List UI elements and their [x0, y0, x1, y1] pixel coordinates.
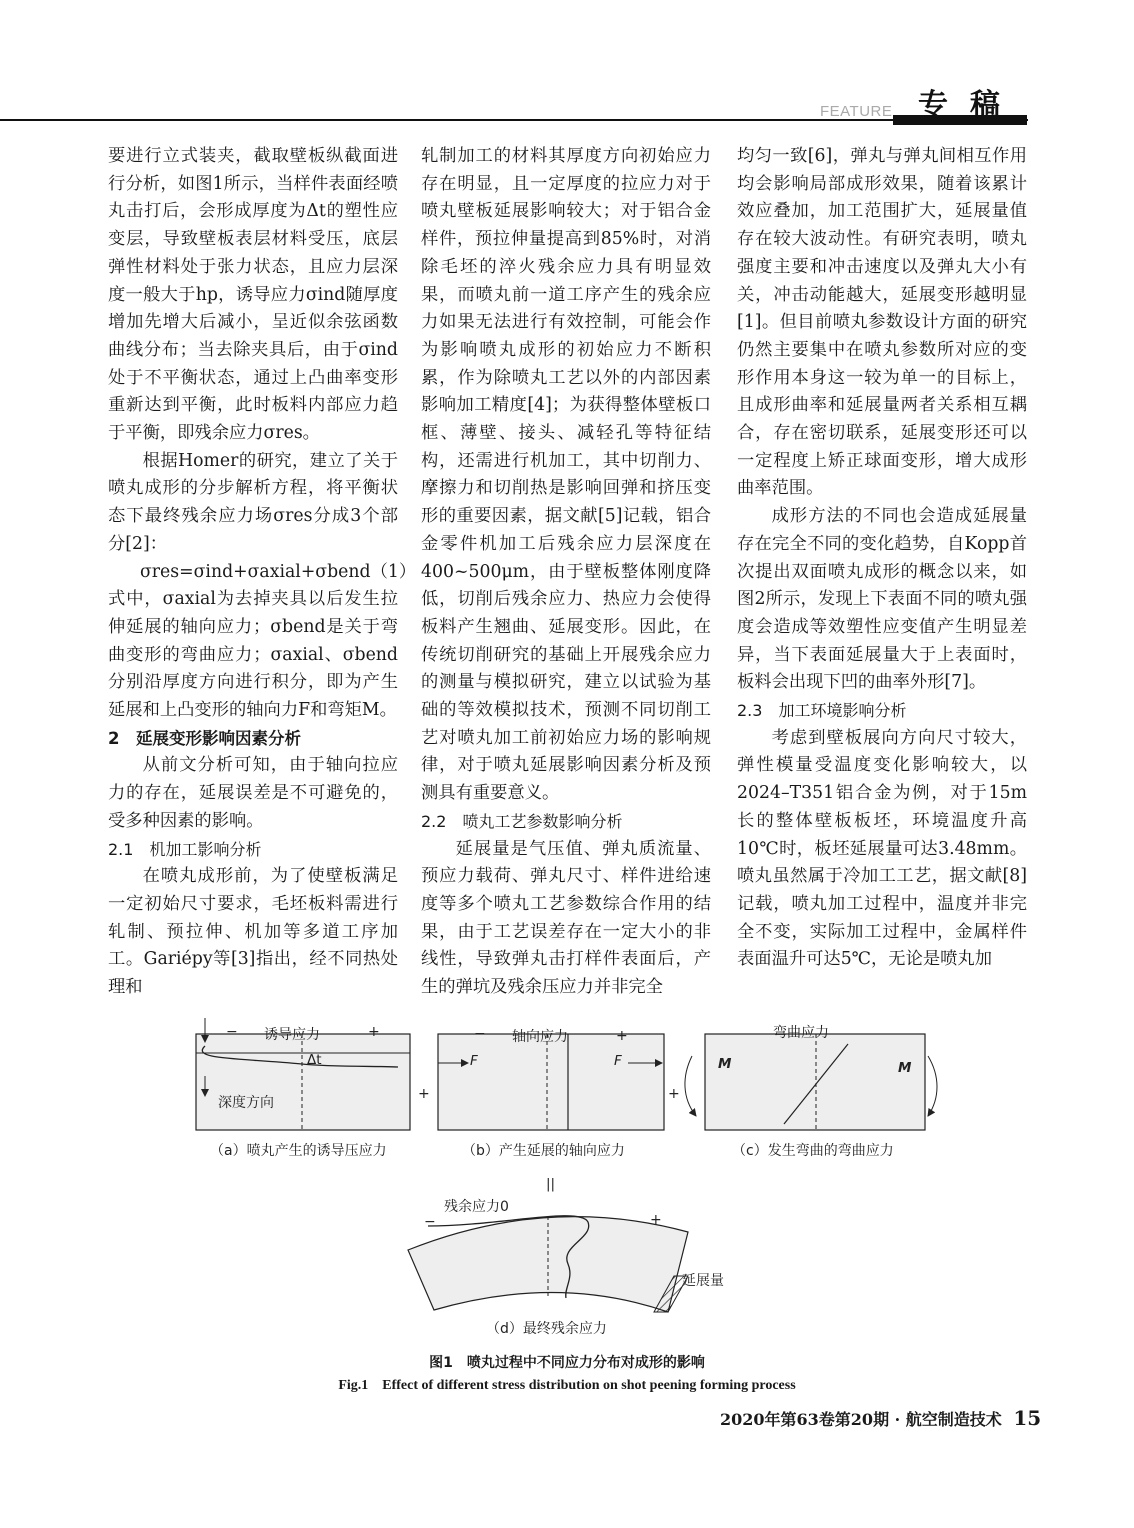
panel-a-title: 诱导应力 — [264, 1027, 320, 1043]
equation-1 — [108, 559, 417, 587]
header-title: 专稿 — [918, 88, 1022, 123]
col2-paragraph-1: 轧制加工的材料其厚度方向初始应力存在明显，且一定厚度的拉应力对于喷丸壁板延展影响较大；对于铝合金样件，预拉伸量提高到85%时，对消除毛坯的淬火残余应力具有明显效果，而喷丸前一道工序产生的残余应力如果无法进行有效控制，可能会作为影响喷丸成形的初始应力不断积累，作为除喷丸工艺以外的内部因素影响加工精度[4]；为获得整体壁板口框、薄壁、接头、减轻孔等特征结构，还需进行机加工，其中切削力、摩擦力和切削热是影响回弹和挤压变形的重要因素，据文献[5]记载，铝合金零件机加工后残余应力层深度在400~500μm，由于壁板整体刚度降低，切削后残余应力、热应力会使得板料产生翘曲、延展变形。因此，在传统切削研究的基础上开展残余应力的测量与模拟研究，建立以试验为基础的等效模拟技术，预测不同切削工艺对喷丸加工前初始应力场的影响规律，对于喷丸延展影响因素分析及预测具有重要意义。 — [421, 146, 711, 804]
journal-info: 2020年第63卷第20期 · 航空制造技术 — [720, 1410, 1002, 1429]
figure-caption-cn: 图1 喷丸过程中不同应力分布对成形的影响 — [429, 1355, 705, 1371]
equation-text: σres=σind+σaxial+σbend — [140, 561, 371, 582]
col1-paragraph-2: 根据Homer的研究，建立了关于喷丸成形的分步解析方程，将平衡状态下最终残余应力场σres分成3个部分[2]： — [108, 450, 398, 554]
panel-b-title: 轴向应力 — [512, 1029, 568, 1045]
panel-c-box — [705, 1034, 925, 1130]
panel-b-minus: − — [474, 1026, 486, 1042]
column-1 — [108, 143, 417, 1002]
panel-a-depth-label: 深度方向 — [218, 1095, 274, 1111]
panel-c-caption: （c）发生弯曲的弯曲应力 — [732, 1143, 894, 1159]
subsection-heading-2-1: 2.1 机加工影响分析 — [108, 839, 262, 859]
panel-a-caption: （a）喷丸产生的诱导压应力 — [210, 1143, 387, 1159]
page-number: 15 — [1013, 1406, 1042, 1430]
col2-paragraph-2: 延展量是气压值、弹丸质流量、预应力载荷、弹丸尺寸、样件进给速度等多个喷丸工艺参数综合作用的结果，由于工艺误差存在一定大小的非线性，导致弹丸击打样件表面后，产生的弹坑及残余压应力并非完全 — [421, 838, 711, 998]
header-feature: FEATURE — [820, 103, 893, 120]
moment-arrow-left — [685, 1056, 696, 1116]
col1-paragraph-3: 式中，σaxial为去掉夹具以后发生拉伸延展的轴向应力；σbend是关于弯曲变形的弯曲应力；σaxial、σbend分别沿厚度方向进行积分，即为产生延展和上凸变形的轴向力F和弯矩M。 — [108, 589, 398, 721]
panel-d-title: 残余应力0 — [444, 1199, 509, 1215]
panel-c-moment-left: M — [718, 1056, 732, 1072]
panel-b-caption: （b）产生延展的轴向应力 — [462, 1143, 625, 1159]
panel-c-moment-right: M — [898, 1060, 912, 1076]
section-heading-2: 2 延展变形影响因素分析 — [108, 728, 301, 748]
panel-b-force-right: F — [614, 1053, 622, 1069]
col1-paragraph-1: 要进行立式装夹，截取壁板纵截面进行分析，如图1所示，当样件表面经喷丸击打后，会形成厚度为Δt的塑性应变层，导致壁板表层材料受压，底层弹性材料处于张力状态，且应力层深度一般大于hp，诱导应力σind随厚度增加先增大后减小，呈近似余弦函数曲线分布；当去除夹具后，由于σind处于不平衡状态，通过上凸曲率变形重新达到平衡，此时板料内部应力趋于平衡，即残余应力σres。 — [108, 146, 398, 444]
panel-d-plus: + — [650, 1212, 662, 1228]
col1-paragraph-5: 在喷丸成形前，为了使壁板满足一定初始尺寸要求，毛坯板料需进行轧制、预拉伸、机加等多道工序加工。Gariépy等[3]指出，经不同热处理和 — [108, 866, 398, 998]
panel-d-minus: − — [424, 1214, 436, 1230]
subsection-heading-2-2: 2.2 喷丸工艺参数影响分析 — [421, 811, 623, 831]
panel-d-extension-label: 延展量 — [682, 1273, 724, 1289]
col3-paragraph-1: 均匀一致[6]，弹丸与弹丸间相互作用均会影响局部成形效果，随着该累计效应叠加，加工范围扩大，延展量值存在较大波动性。有研究表明，喷丸强度主要和冲击速度以及弹丸大小有关，冲击动能越大，延展变形越明显[1]。但目前喷丸参数设计方面的研究仍然主要集中在喷丸参数所对应的变形作用本身这一较为单一的目标上，且成形曲率和延展量两者关系相互耦合，存在密切联系，延展变形还可以一定程度上矫正球面变形，增大成形曲率范围。 — [737, 146, 1027, 499]
equation-number: （1） — [370, 561, 417, 582]
column-2 — [421, 143, 711, 1002]
col3-paragraph-2: 成形方法的不同也会造成延展量存在完全不同的变化趋势，自Kopp首次提出双面喷丸成形的概念以来，如图2所示，发现上下表面不同的喷丸强度会造成等效塑性应变值产生明显差异，当下表面延展量大于上表面时，板料会出现下凹的曲率外形[7]。 — [737, 506, 1027, 693]
moment-arrow-right — [928, 1056, 937, 1116]
figure-1 — [180, 1016, 960, 1376]
plus-sign-1: + — [418, 1086, 430, 1102]
panel-c-title: 弯曲应力 — [773, 1025, 829, 1041]
panel-b-force-left: F — [470, 1053, 478, 1069]
col1-paragraph-4: 从前文分析可知，由于轴向拉应力的存在，延展误差是不可避免的，受多种因素的影响。 — [108, 755, 398, 831]
figure-caption-en: Fig.1 Effect of different stress distribution on shot peening forming process — [338, 1378, 796, 1393]
plus-sign-2: + — [668, 1086, 680, 1102]
subsection-heading-2-3: 2.3 加工环境影响分析 — [737, 701, 907, 721]
panel-b-box — [438, 1034, 664, 1130]
panel-a-plus: + — [368, 1024, 380, 1040]
panel-d-caption: （d）最终残余应力 — [486, 1321, 607, 1337]
equals-sign: || — [546, 1176, 556, 1192]
page-footer — [720, 1406, 1041, 1430]
panel-a-delta-t: Δt — [307, 1052, 322, 1068]
panel-b-plus: + — [616, 1028, 628, 1044]
column-3 — [737, 143, 1027, 974]
col3-paragraph-3: 考虑到壁板展向方向尺寸较大，弹性模量受温度变化影响较大，以2024–T351铝合金为例，对于15m长的整体壁板板坯，环境温度升高10℃时，板坯延展量可达3.48mm。喷丸虽然属于冷加工工艺，据文献[8]记载，喷丸加工过程中，温度并非完全不变，实际加工过程中，金属样件表面温升可达5℃，无论是喷丸加 — [737, 727, 1027, 970]
panel-a-box — [196, 1034, 410, 1130]
panel-a-minus: − — [226, 1024, 238, 1040]
